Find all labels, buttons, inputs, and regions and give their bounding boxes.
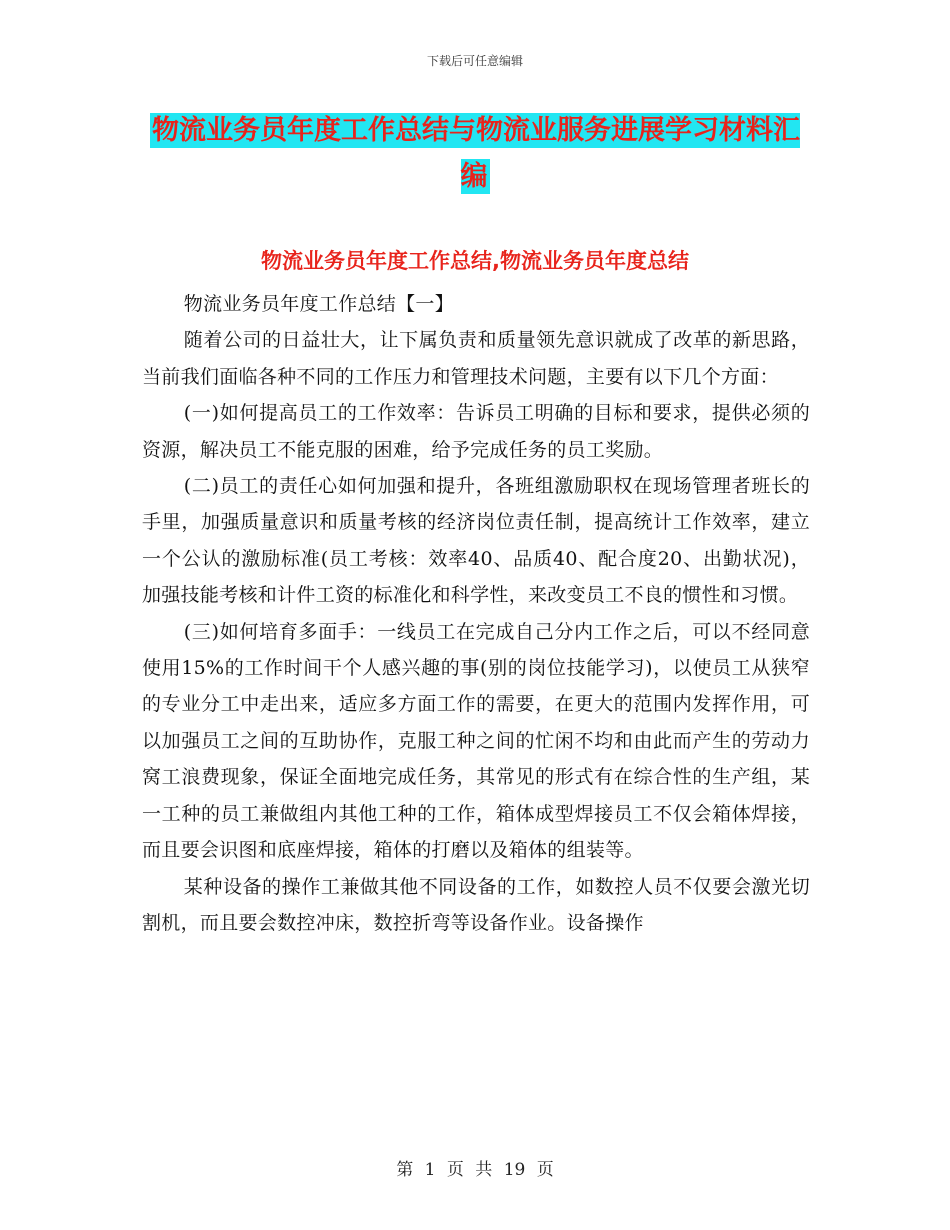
- paragraph: (二)员工的责任心如何加强和提升，各班组激励职权在现场管理者班长的手里，加强质量意识和质量考核的经济岗位责任制，提高统计工作效率，建立一个公认的激励标准(员工考核：效率40、品质40、配合度20、出勤状况)，加强技能考核和计件工资的标准化和科学性，来改变员工不良的惯性和习惯。: [142, 475, 810, 607]
- document-title: [150, 108, 800, 200]
- document-title-text: 物流业务员年度工作总结与物流业服务进展学习材料汇编: [152, 115, 800, 192]
- paragraph: (一)如何提高员工的工作效率：告诉员工明确的目标和要求，提供必须的资源，解决员工不能克服的困难，给予完成任务的员工奖励。: [142, 402, 810, 461]
- paragraph: 物流业务员年度工作总结【一】: [183, 293, 454, 315]
- document-body: [142, 286, 810, 941]
- paragraph: 某种设备的操作工兼做其他不同设备的工作，如数控人员不仅要会激光切割机，而且要会数控冲床，数控折弯等设备作业。设备操作: [142, 875, 810, 934]
- header-note: 下载后可任意编辑: [426, 54, 523, 68]
- section-title: 物流业务员年度工作总结,物流业务员年度总结: [261, 249, 689, 273]
- paragraph: (三)如何培育多面手：一线员工在完成自己分内工作之后，可以不经同意使用15%的工作时间干个人感兴趣的事(别的岗位技能学习)，以使员工从狭窄的专业分工中走出来，适应多方面工作的需要，在更大的范围内发挥作用，可以加强员工之间的互助协作，克服工种之间的忙闲不均和由此而产生的劳动力窝工浪费现象，保证全面地完成任务，其常见的形式有在综合性的生产组，某一工种的员工兼做组内其他工种的工作，箱体成型焊接员工不仅会箱体焊接，而且要会识图和底座焊接，箱体的打磨以及箱体的组装等。: [142, 620, 810, 862]
- page-number: 第 1 页 共 19 页: [396, 1160, 554, 1180]
- paragraph: 随着公司的日益壮大，让下属负责和质量领先意识就成了改革的新思路，当前我们面临各种不同的工作压力和管理技术问题，主要有以下几个方面：: [142, 329, 810, 388]
